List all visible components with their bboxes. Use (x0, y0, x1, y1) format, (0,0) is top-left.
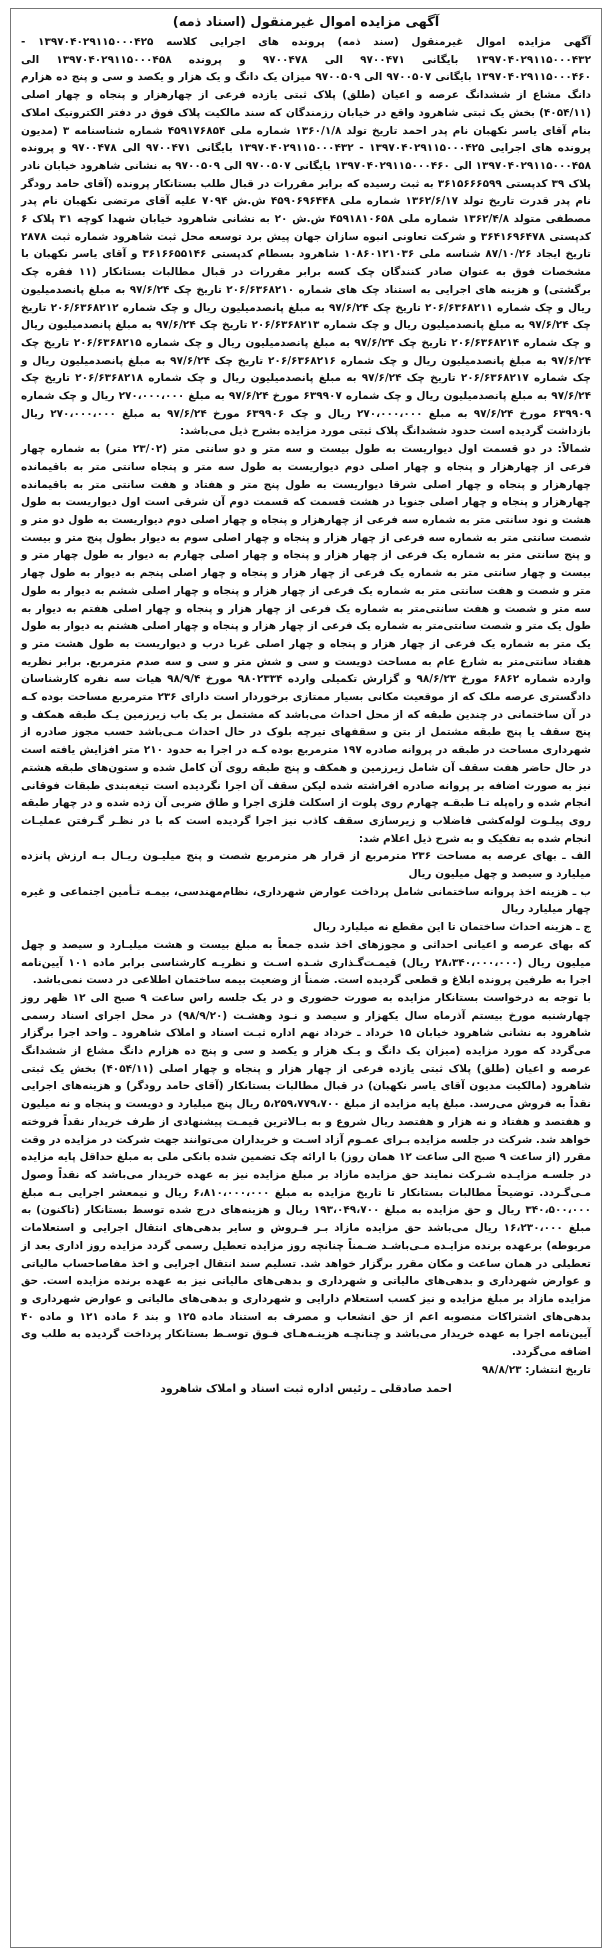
list-item: الف ـ بهای عرصه به مساحت ۲۳۶ مترمربع از قرار هر مترمربع شصت و پنج میلیـون ریـال بـه ارزش پانزده میلیارد و سیصد و چهل میلیون ریال (21, 850, 591, 881)
valuation-items (21, 848, 591, 937)
property-boundaries: شمالاً: در دو قسمت اول دیواریست به طول بیست و سه متر و دو سانتی متر (۲۳/۰۲ متر) به شماره چهار فرعی از چهارهزار و پنجاه و چهار اصلی دوم دیواریست به طول سه متر و پنجاه سانتی متر به باقیمانده چهارهزار و پنجاه و چهار اصلی شرقا دیواریست به طول پنج متر و هفتاد و هفت سانتی متر به باقیمانده چهارهزار و پنجاه و چهار اصلی جنوبا در هشت قسمت که قسمت دوم آن شرقی است اول دیواریست به طول هشت و نود سانتی متر به شماره سه فرعی از چهارهزار و پنجاه و چهار اصلی دوم دیواریست به طول دو متر و شصت سانتی متر به شماره سه فرعی از چهار هزار و پنجاه و چهار اصلی سوم به دیوار بطول پنج متر و بیست و پنج سانتی متر به شماره یک فرعی از چهار هزار و پنجاه و چهار اصلی چهارم به دیوار به طول چهار متر و بیست و چهار سانتی متر به شماره یک فرعی از چهار هزار و پنجاه و چهار اصلی پنجم به دیوار به طول چهار متر و شصت و هفت سانتی متر به شماره یک فرعی از چهار هزار و پنجاه و چهار اصلی ششم به دیوار به طول سه متر و شصت و هفت سانتی‌متر به شماره یک فرعی از چهار هزار و پنجاه و چهار اصلی هفتم به دیوار به طول یک متر و شصت سانتی‌متر به شماره یک فرعی از چهار هزار و پنجاه و چهار اصلی هشتم به دیوار به طول یک متر به شماره یک فرعی از چهار هزار و پنجاه و چهار اصلی غربا درب و دیواریست به طول هشت متر و هفتاد سانتی‌متر به شارع عام به مساحت دویست و سی و شش متر و سی و سه صدم مترمربع. برابر نظریه وارده شماره ۶۸۶۲ مورخ ۹۸/۶/۲۳ و گزارش تکمیلی وارده ۹۸۰۲۳۳۴ مورخ ۹۸/۹/۴ هیات سه نفره کارشناسان دادگستری عرصه ملک که از موقعیت مکانی بسیار ممتازی برخوردار است دارای ۲۳۶ مترمربع مساحت بوده کـه در آن ساختمانی در چندین طبقه که از محل احداث می‌باشد که مشتمل بر یک باب زیرزمین یـک طبقه همکف و پنج سقف یا پنج طبقه مشتمل از بتن و سقفهای تیرچه بلوک در حال احداث مـی‌باشد حسب مجوز صادره از شهرداری مساحت در طبقه در پروانه صادره ۱۹۷ مترمربع بوده کـه در اجرا به حدود ۲۱۰ متر افزایش یافته است در حال حاضر هفت سقف آن شامل زیرزمین و همکف و پنج طبقه روی آن کامل شده و ستون‌های طبقه هشتم نیز به صورت اضافه بر پروانه صادره افراشته شده لیکن سقف آن اجرا نگردیده است تیغه‌بندی طبقات فوقانی انجام شده و راه‌پله تـا طبقـه چهارم روی پلوت از اسکلت فلزی اجرا و طاق ضربی آن زده شده و در چهار طبقه روی پیلـوت لوله‌کشی فاضلاب و زیرسازی سقف کاذب نیز اجرا گردیده است که با در نظـر گـرفتن عملیـات انجام شده به تفکیک و به شرح ذیل اعلام شد: (21, 443, 592, 845)
auction-terms: با توجه به درخواست بستانکار مزایده به صورت حضوری و در یک جلسه راس ساعت ۹ صبح الی ۱۲ ظهر روز چهارشنبه مورخ بیستم آذرماه سال یکهزار و سیصد و نـود وهشـت (۹۸/۹/۲۰) در محل اجرای اسناد رسمی شاهرود به نشانی شاهرود خیابان ۱۵ خرداد ـ خرداد نهم اداره ثبـت اسناد و املاک شاهرود ـ واحد اجرا برگزار می‌گردد که مورد مزایده (میزان یک دانگ و یـک هزار و یکصد و سی و پنج ده هزارم دانگ مشاع از ششدانگ عرصه و اعیان (طلق) پلاک ثبتی یازده فرعی از چهار هزار و پنجاه و چهار اصلی (۴۰۵۴/۱۱) بخش یک ثبتی شاهرود (مالکیت مدیون آقای یاسر نکهبان) در قبال مطالبات بستانکار (آقای حامد رودگر) و هزینه‌های اجرایی نقداً به فروش می‌رسد. مبلغ پایه مزایده از مبلغ ۵،۲۵۹،۷۷۹،۷۰۰ ریال پنج میلیارد و دویست و پنجاه و نه میلیون و هفتصد و هفتاد و نه هزار و هفتصد ریال شروع و به بـالاترین قیمـت پیشنهادی از طرف خریدار نقداً فروخته خواهد شد. شرکت در جلسه مزایده بـرای عمـوم آزاد اسـت و خریداران می‌توانند جهت شرکت در مزایده در وقت مقرر (از ساعت ۹ صبح الی ساعت ۱۲ همان روز) با ارائه چک تضمین شده بانکی ملی به مبلغ حداقل پایه مزایده در جلسـه مزایـده شـرکت نمایند حق مزایده مازاد بر مبلغ مزایده نیز به عهده خریدار می‌باشد که نقداً وصول مـی‌گـردد. توضیحاً مطالبات بستانکار تا تاریخ مزایده به مبلغ ۶،۸۱۰،۰۰۰،۰۰۰ ریال و نیمعشر اجرایی بـه مبلغ ۳۴۰،۵۰۰،۰۰۰ ریال و حق مزایده به مبلغ ۱۹۳،۰۴۹،۷۰۰ ریال و هزینه‌های درج شده توسط بستانکار (تاکنون) به مبلغ ۱۶،۲۳۰،۰۰۰ ریال می‌باشد حق مزایده مازاد بـر فـروش و سایر بدهی‌های انتقال اجرایی و استعلامات مربوطه) برعهده برنده مزایـده مـی‌باشـد ضـمناً چنانچه روز مزایده تعطیل رسمی گردد مزایده روز اداری بعد از تعطیلی در همان ساعت و مکان مقرر برگزار خواهد شد. تسلیم سند انتقال اجرایی و اخذ مفاصاحساب مالیاتی و عوارض شهرداری و بدهی‌های مالیاتی و شهرداری و بدهی‌های مالیاتی نیز به عهده برنده مزایده است. حق مزایده مازاد بر مبلغ مزایده و نیز کسب استعلام دارایی و شهرداری و بدهی‌های مالیاتی و عوارض شهرداری و بدهی‌های اشتراکات منصوبه اعم از حق انشعاب و مصرف به استناد ماده ۱۲۵ و بند ۶ ماده ۱۲۱ و ماده ۴۰ آیین‌نامه اجرا به عهده خریدار می‌باشد و چنانچـه هزینـه‌هـای فـوق توسـط بستانکار پرداخت گردیده به طلب وی اضافه می‌گردد. (21, 991, 592, 1359)
list-item: ب ـ هزینه اخذ پروانه ساختمانی شامل پرداخت عوارض شهرداری، نظام‌مهندسی، بیمـه تـأمین اجتماعی و غیره چهار میلیارد ریال (21, 885, 591, 916)
signature-line: احمد صادقلی ـ رئیس اداره ثبت اسناد و املاک شاهرود (160, 1381, 452, 1395)
notice-title: آگهی مزایده اموال غیرمنقول (اسناد ذمه) (172, 15, 440, 30)
valuation-summary: که بهای عرصه و اعیانی احداثی و مجوزهای اخذ شده جمعاً به مبلغ بیست و هشت میلیـارد و سیصد و چهل میلیون ریال (۲۸،۳۴۰،۰۰۰،۰۰۰ ریال) قیمـت‌گـذاری شـده اسـت و نظریـه کارشناسی برابر ماده ۱۰۱ آیین‌نامه اجرا به طرفین پرونده ابلاغ و قطعی گردیده است. ضمناً از وضعیت بیمه ساختمان اطلاعی در دست نمی‌باشد. (21, 938, 592, 987)
list-item: ج ـ هزینه احداث ساختمان تا این مقطع نه میلیارد ریال (313, 921, 591, 934)
publish-date: تاریخ انتشار: ۹۸/۸/۲۳ (481, 1363, 591, 1376)
notice-frame (10, 8, 602, 1948)
notice-intro: آگهی مزایده اموال غیرمنقول (سند ذمه) پرونده های اجرایی کلاسه ۱۳۹۷۰۴۰۲۹۱۱۵۰۰۰۴۲۵ - ۱۳۹۷۰۴۰۲۹۱۱۵۰۰۰۴۳۲ بایگانی ۹۷۰۰۴۷۱ الی ۹۷۰۰۴۷۸ و پرونده ۱۳۹۷۰۴۰۲۹۱۱۵۰۰۰۴۵۸ الی ۱۳۹۷۰۴۰۲۹۱۱۵۰۰۰۴۶۰ بایگانی ۹۷۰۰۵۰۷ الی ۹۷۰۰۵۰۹ میزان یک دانگ و یک هزار و یکصد و سی و پنج ده هزارم دانگ مشاع از ششدانگ عرصه و اعیان (طلق) پلاک ثبتی یازده فرعی از چهارهزار و پنجاه و چهار اصلی (۴۰۵۴/۱۱) بخش یک ثبتی شاهرود واقع در خیابان رزمندگان که سند مالکیت پلاک فوق در دفتر الکترونیک املاک بنام آقای یاسر نکهبان نام پدر احمد تاریخ تولد ۱۳۶۰/۱/۸ شماره ملی ۴۵۹۱۷۶۸۵۴ شماره شناسنامه ۳ (مدیون پرونده های اجرایی ۱۳۹۷۰۴۰۲۹۱۱۵۰۰۰۴۲۵ - ۱۳۹۷۰۴۰۲۹۱۱۵۰۰۰۴۳۲ بایگانی ۹۷۰۰۴۷۱ الی ۹۷۰۰۴۷۸ و پرونده ۱۳۹۷۰۴۰۲۹۱۱۵۰۰۰۴۵۸ الی ۱۳۹۷۰۴۰۲۹۱۱۵۰۰۰۴۶۰ بایگانی ۹۷۰۰۵۰۷ الی ۹۷۰۰۵۰۹ به نشانی شاهرود خیابان نادر پلاک ۳۹ کدپستی ۳۶۱۵۶۶۶۵۹۹ به ثبت رسیده که برابر مقررات در قبال طلب بستانکار پرونده (آقای حامد رودگر نام پدر قدرت تاریخ تولد ۱۳۶۲/۶/۱۷ شماره ملی ۴۵۹۰۶۹۶۴۴۸ ش.ش ۷۰۹۴ علیه آقای مرتضی نکهبان نام پدر مصطفی متولد ۱۳۶۲/۴/۸ شماره ملی ۴۵۹۱۸۱۰۶۵۸ ش.ش ۲۰ به نشانی شاهرود خیابان شهدا کوچه ۳۱ پلاک ۶ کدپستی ۳۶۴۱۶۹۶۴۷۸ و شرکت تعاونی انبوه سازان جهان پیش برد توسعه محل ثبت شاهرود شماره ثبت ۲۸۷۸ تاریخ ایجاد ۸۷/۱۰/۲۶ شناسه ملی ۱۰۸۶۰۱۲۱۰۳۶ شاهرود بسطام کدپستی ۳۶۱۶۶۵۵۱۴۶ و آقای یاسر نکهبان با مشخصات فوق به عنوان صادر کنندگان چک کسه برابر مقررات در قبال مطالبات بستانکار (۱۱ فقره چک برگشتی) و هزینه های اجرایی به استناد چک های شماره ۲۰۶/۶۳۶۸۲۱۰ تاریخ چک ۹۷/۶/۲۴ به مبلغ پانصدمیلیون ریال و چک شماره ۲۰۶/۶۳۶۸۲۱۱ تاریخ چک ۹۷/۶/۲۴ به مبلغ پانصدمیلیون ریال و چک شماره ۲۰۶/۶۳۶۸۲۱۲ تاریخ چک ۹۷/۶/۲۴ به مبلغ پانصدمیلیون ریال و چک شماره ۲۰۶/۶۳۶۸۲۱۳ تاریخ چک ۹۷/۶/۲۴ به مبلغ پانصدمیلیون ریال و چک شماره ۲۰۶/۶۳۶۸۲۱۴ تاریخ چک ۹۷/۶/۲۴ به مبلغ پانصدمیلیون ریال و چک شماره ۲۰۶/۶۳۶۸۲۱۵ تاریخ چک ۹۷/۶/۲۴ به مبلغ پانصدمیلیون ریال و چک شماره ۲۰۶/۶۳۶۸۲۱۶ تاریخ چک ۹۷/۶/۲۴ به مبلغ پانصدمیلیون ریال و چک شماره ۲۰۶/۶۳۶۸۲۱۷ تاریخ چک ۹۷/۶/۲۴ به مبلغ پانصدمیلیون ریال و چک شماره ۲۰۶/۶۳۶۸۲۱۸ تاریخ چک ۹۷/۶/۲۴ به مبلغ پانصدمیلیون ریال و چک شماره ۶۳۹۹۰۷ مورخ ۹۷/۶/۲۴ به مبلغ ۲۷۰،۰۰۰،۰۰۰ ریال و چک شماره ۶۳۹۹۰۹ مورخ ۹۷/۶/۲۴ به مبلغ ۲۷۰،۰۰۰،۰۰۰ ریال و چک ۶۳۹۹۰۶ مورخ ۹۷/۶/۲۴ به مبلغ ۲۷۰،۰۰۰،۰۰۰ ریال بازداشت گردیده است حدود ششدانگ پلاک ثبتی مورد مزایده بشرح ذیل می‌باشد: (21, 36, 592, 438)
